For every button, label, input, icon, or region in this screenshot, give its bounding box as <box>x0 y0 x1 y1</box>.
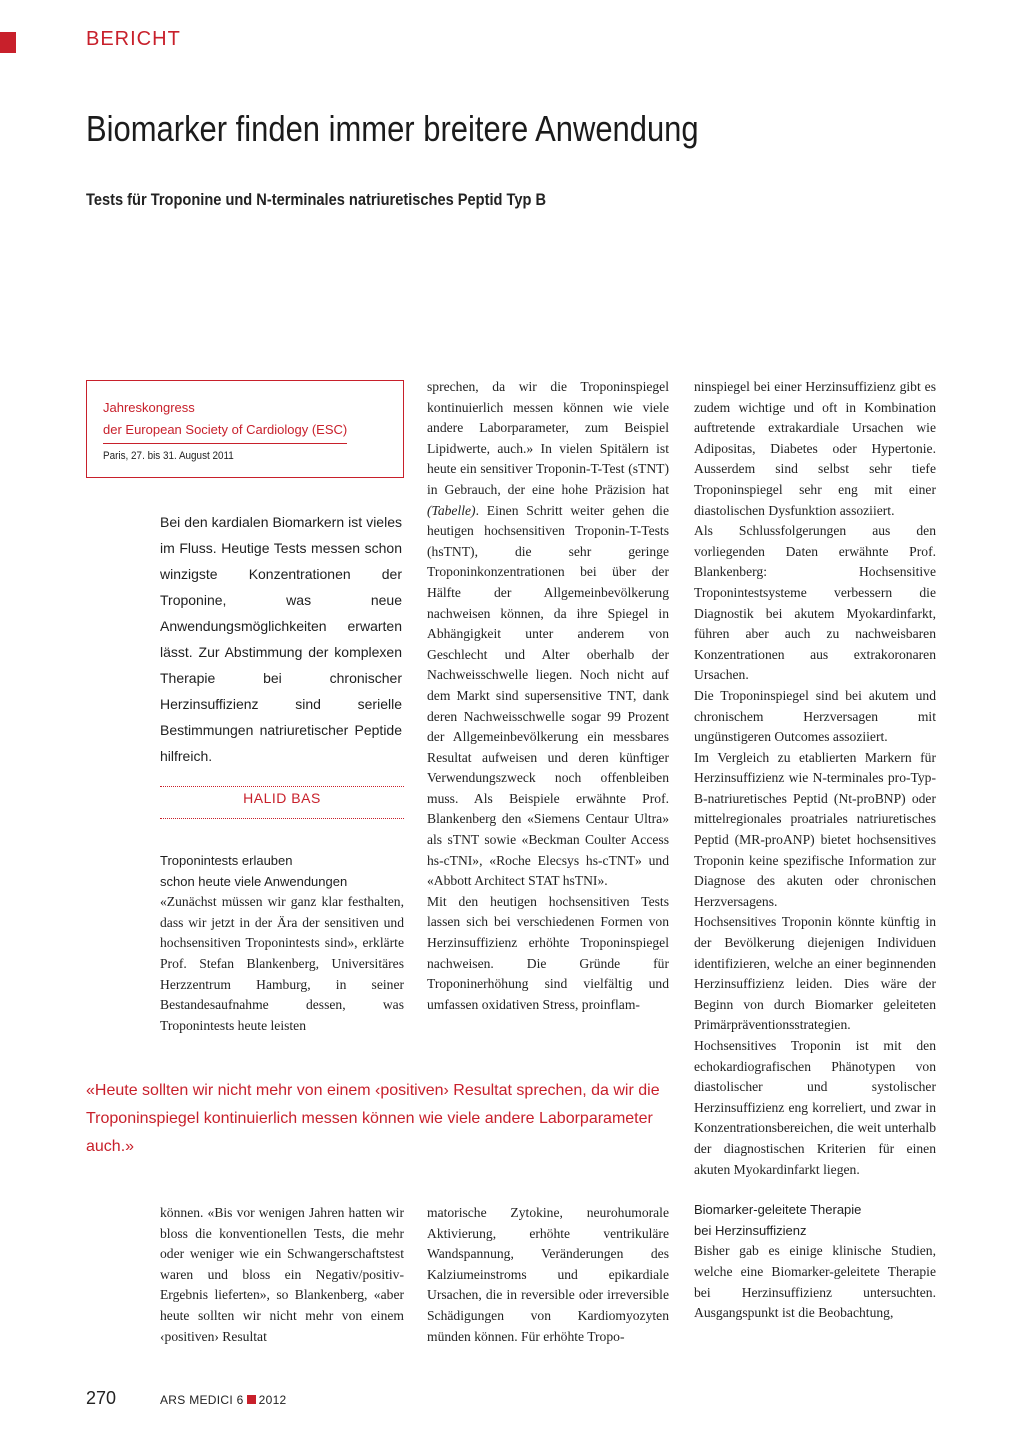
body-paragraph: Hochsensitives Troponin ist mit den echokardiografischen Phänotypen von diastolischer und systolischer Herzinsuffizienz eng korreliert, und zwar in Konzentrationsbereichen, die weit unterhalb der diagnostischen Kriterien für einen akuten Myokardinfarkt liegen. <box>694 1038 936 1177</box>
author-divider-top <box>160 786 404 787</box>
column-2-bottom <box>427 1203 669 1347</box>
article-subtitle: Tests für Troponine und N-terminales natriuretisches Peptid Typ B <box>86 190 547 209</box>
column-1-top <box>160 851 404 1036</box>
journal-year: 2012 <box>258 1393 287 1407</box>
congress-line-1: Jahreskongress <box>103 400 195 415</box>
article-title: Biomarker finden immer breitere Anwendung <box>86 108 699 149</box>
heading-line: Troponintests erlauben <box>160 853 293 868</box>
body-text: sprechen, da wir die Troponinspiegel kontinuierlich messen können wie viele andere Laborparameter, zum Beispiel Lipidwerte, auch.» In vielen Spitälern ist heute ein sensitiver Troponin-T-Test (sTNT) in Gebrauch, der eine hohe Präzision hat <box>427 379 669 497</box>
square-separator-icon <box>247 1395 256 1404</box>
body-paragraph: Mit den heutigen hochsensitiven Tests lassen sich bei verschiedenen Formen von Herzinsuffizienz erhöhte Troponinspiegel nachweisen. Die Gründe für Troponinerhöhung sind vielfältig und umfassen oxidativen Stress, proinflam- <box>427 893 669 1012</box>
page-number: 270 <box>86 1388 117 1408</box>
journal-footer <box>160 1393 287 1407</box>
section-heading-troponintests <box>160 851 404 892</box>
body-text: . Einen Schritt weiter gehen die heutigen hochsensitiven Troponin-T-Tests (hsTNT), die sehr geringe Troponinkonzentrationen bei über der Hälfte der Allgemeinbevölkerung nachweisen können, da ihre Spiegel in Abhängigkeit unter anderem von Geschlecht und Alter oberhalb der Nachweisschwelle liegen. Noch nicht auf dem Markt sind supersensitive TNT, dank deren Nachweisschwelle sogar 99 Prozent der Allgemeinbevölkerung ein messbares Resultat aufweisen und deren künftiger Verwendungszweck noch offenbleiben muss. Als Beispiele erwähnte Prof. Blankenberg den «Siemens Centaur Ultra» als sTNT sowie «Beckman Coulter Access hs-cTNI», «Roche Elecsys hs-cTNT» und «Abbott Architect STAT hsTNI». <box>427 502 669 889</box>
body-paragraph: Bisher gab es einige klinische Studien, welche eine Biomarker-geleitete Therapie bei Herzinsuffizienz untersuchten. Ausgangspunkt ist die Beobachtung, <box>694 1243 936 1321</box>
body-paragraph: Hochsensitives Troponin könnte künftig in der Bevölkerung diejenigen Individuen identifizieren, welche an einer beginnenden Herzinsuffizienz leiden. Dies wäre der Beginn von durch Biomarker geleiteten Primärpräventionsstrategien. <box>694 914 936 1033</box>
author-name: HALID BAS <box>243 790 321 806</box>
section-marker <box>0 32 16 53</box>
congress-line-2: der European Society of Cardiology (ESC) <box>103 419 347 444</box>
body-paragraph: Die Troponinspiegel sind bei akutem und chronischem Herzversagen mit ungünstigeren Outcomes assoziiert. <box>694 687 936 745</box>
body-paragraph: Als Schlussfolgerungen aus den vorliegenden Daten erwähnte Prof. Blankenberg: Hochsensitive Troponintestsysteme verbessern die Diagnostik bei akutem Myokardinfarkt, führen aber auch zu nachweisbaren Konzentrationen aus extrakoronaren Ursachen. <box>694 523 936 683</box>
author-divider-bottom <box>160 818 404 819</box>
congress-info-box <box>86 380 404 478</box>
body-paragraph: können. «Bis vor wenigen Jahren hatten wir bloss die konventionellen Tests, die mehr oder weniger wie ein Schwangerschaftstest waren und bloss ein Negativ/positiv-Ergebnis lieferten», so Blankenberg, «aber heute sollten wir nicht mehr von einem ‹positiven› Resultat <box>160 1205 404 1344</box>
body-paragraph: Im Vergleich zu etablierten Markern für Herzinsuffizienz wie N-terminales pro-Typ-B-natriuretisches Peptid (Nt-proBNP) oder mittelregionales proatriales natriuretisches Peptid (MR-proANP) bietet hochsensitives Troponin keine spezifische Information zur Diagnose des akuten oder chronischen Herzversagens. <box>694 749 936 909</box>
column-1-bottom <box>160 1203 404 1347</box>
column-3 <box>694 377 936 1324</box>
section-heading-biomarker-therapie <box>694 1200 936 1241</box>
body-paragraph: ninspiegel bei einer Herzinsuffizienz gibt es zudem wichtige und oft in Kombination auftretende extrakardiale Ursachen wie Adipositas, Diabetes oder Hypertonie. Ausserdem sind selbst sehr tiefe Troponinspiegel sehr eng mit einer diastolischen Dysfunktion assoziiert. <box>694 379 936 518</box>
body-paragraph: «Zunächst müssen wir ganz klar festhalten, dass wir jetzt in der Ära der sensitiven und hochsensitiven Troponintests sind», erklärte Prof. Stefan Blankenberg, Universitäres Herzzentrum Hamburg, in seiner Bestandesaufnahme dessen, was Troponintests heute leisten <box>160 894 404 1033</box>
body-paragraph: matorische Zytokine, neurohumorale Aktivierung, erhöhte ventrikuläre Wandspannung, Veränderungen des Kalziumeinstroms und epikardiale Ursachen, die in reversible oder irreversible Schädigungen von Kardiomyozyten münden können. Für erhöhte Tropo- <box>427 1205 669 1344</box>
section-label: BERICHT <box>86 28 181 50</box>
column-2-top <box>427 377 669 1015</box>
lead-paragraph: Bei den kardialen Biomarkern ist vieles im Fluss. Heutige Tests messen schon winzigste Konzentrationen der Troponine, was neue Anwendungsmöglichkeiten erwarten lässt. Zur Abstimmung der komplexen Therapie bei chronischer Herzinsuffizienz sind serielle Bestimmungen natriuretischer Peptide hilfreich. <box>160 514 402 764</box>
heading-line: Biomarker-geleitete Therapie <box>694 1202 862 1218</box>
heading-line: bei Herzinsuffizienz <box>694 1222 807 1238</box>
congress-date: Paris, 27. bis 31. August 2011 <box>103 450 234 462</box>
journal-name: ARS MEDICI 6 <box>160 1393 244 1407</box>
table-reference: (Tabelle) <box>427 502 476 518</box>
heading-line: schon heute viele Anwendungen <box>160 873 348 889</box>
body-paragraph <box>427 377 669 892</box>
pull-quote: «Heute sollten wir nicht mehr von einem ‹positiven› Resultat sprechen, da wir die Troponinspiegel kontinuierlich messen können wie viele andere Laborparameter auch.» <box>86 1082 660 1155</box>
